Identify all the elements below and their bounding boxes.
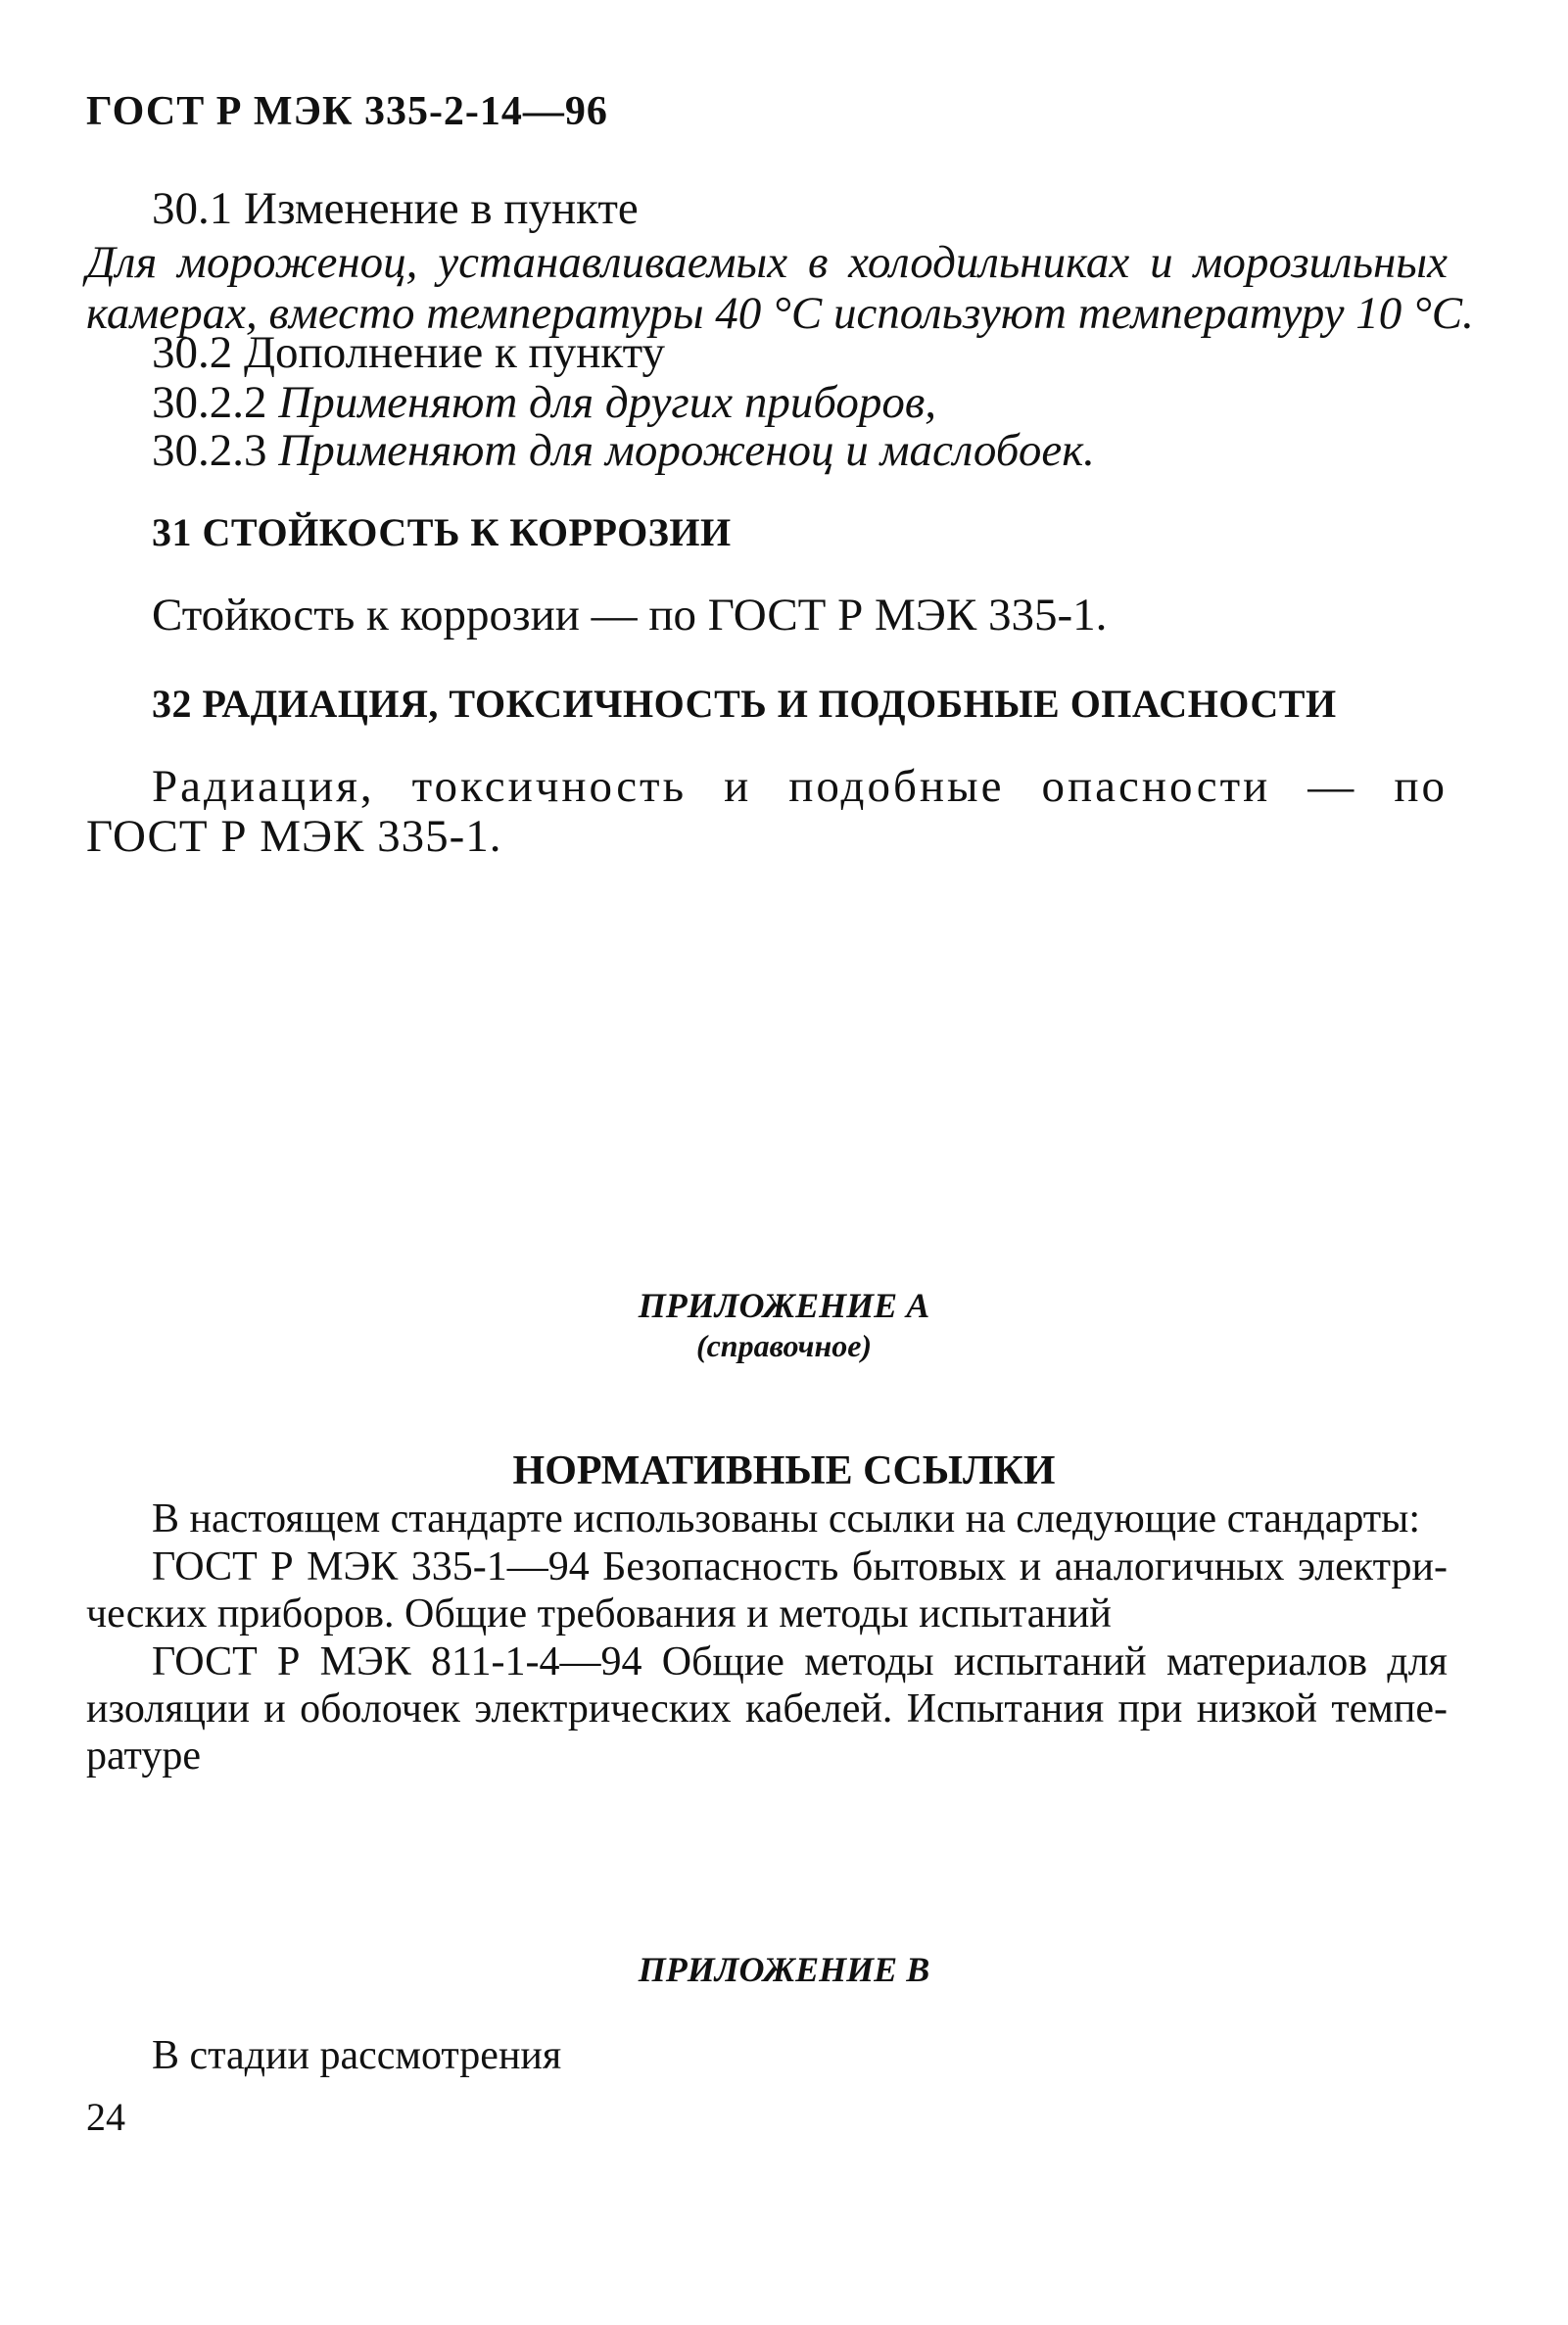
section-31-heading: 31 СТОЙКОСТЬ К КОРРОЗИИ [152, 510, 732, 554]
appendix-b-title: ПРИЛОЖЕНИЕ В [638, 1950, 930, 1989]
clause-30-2-2 [152, 375, 936, 430]
section-32-heading: 32 РАДИАЦИЯ, ТОКСИЧНОСТЬ И ПОДОБНЫЕ ОПАСНОСТИ [152, 682, 1337, 726]
page-number: 24 [86, 2095, 125, 2139]
reference-2-line3: ратуре [86, 1733, 201, 1779]
section-32-text-line1: Радиация, токсичность и подобные опасности — по [152, 761, 1448, 812]
references-intro: В настоящем стандарте использованы ссылки на следующие стандарты: [152, 1496, 1421, 1542]
clause-30-2-2-text: Применяют для других приборов, [278, 377, 937, 428]
appendix-b-text: В стадии рассмотрения [152, 2033, 562, 2078]
appendix-a-subtitle: (справочное) [695, 1328, 873, 1363]
reference-2-line2: изоляции и оболочек электрических кабелей. Испытания при низкой темпе- [86, 1686, 1448, 1732]
clause-30-1-text-line2: камерах, вместо температуры 40 °С используют температуру 10 °С. [86, 288, 1474, 339]
clause-30-1-title: 30.1 Изменение в пункте [152, 183, 639, 234]
reference-2-line1: ГОСТ Р МЭК 811-1-4—94 Общие методы испытаний материалов для [152, 1639, 1448, 1684]
section-32-text-line2: ГОСТ Р МЭК 335-1. [86, 811, 502, 862]
reference-1-line2: ческих приборов. Общие требования и методы испытаний [86, 1591, 1112, 1637]
appendix-a-title: ПРИЛОЖЕНИЕ А [638, 1286, 930, 1325]
clause-30-2-title: 30.2 Дополнение к пункту [152, 327, 665, 378]
normative-references-heading: НОРМАТИВНЫЕ ССЫЛКИ [512, 1448, 1056, 1494]
clause-30-2-2-number: 30.2.2 [152, 377, 267, 428]
clause-30-2-3 [152, 423, 1095, 478]
clause-30-1-text-line1: Для мороженоц, устанавливаемых в холодильниках и морозильных [86, 237, 1448, 288]
reference-1-line1: ГОСТ Р МЭК 335-1—94 Безопасность бытовых и аналогичных электри- [152, 1544, 1448, 1590]
document-header: ГОСТ Р МЭК 335-2-14—96 [86, 89, 608, 134]
clause-30-2-3-text: Применяют для мороженоц и маслобоек. [278, 425, 1095, 476]
clause-30-2-3-number: 30.2.3 [152, 425, 267, 476]
section-31-text: Стойкость к коррозии — по ГОСТ Р МЭК 335-1. [152, 590, 1108, 641]
